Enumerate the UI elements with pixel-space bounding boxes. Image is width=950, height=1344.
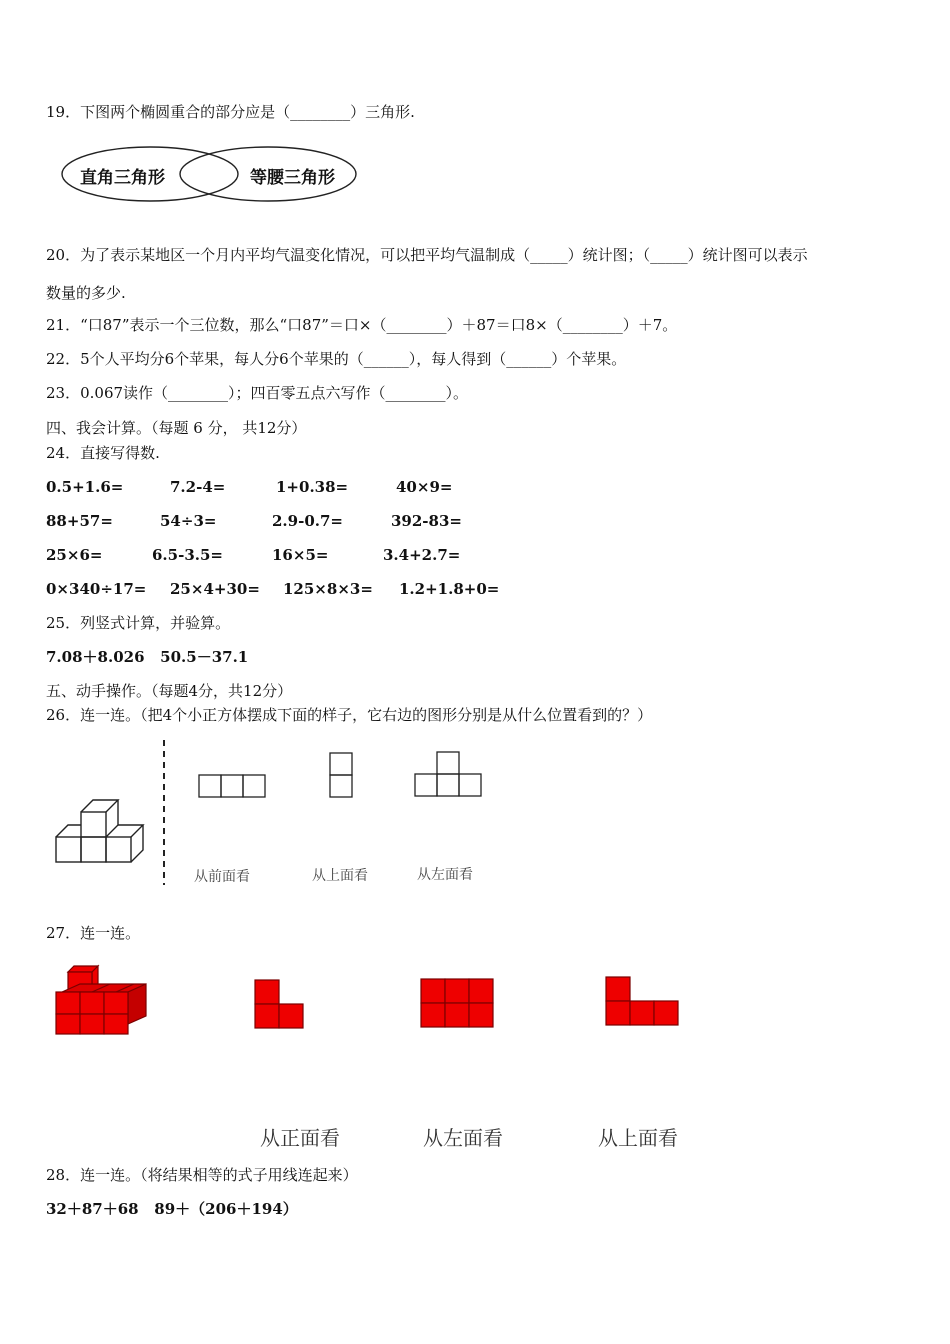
question-20-line2: 数量的多少. xyxy=(46,284,126,302)
calc-item: 0×340÷17= xyxy=(46,580,147,598)
cube-stack-3d-figure xyxy=(52,795,162,875)
calc-item: 25×4+30= xyxy=(170,580,260,598)
calc-item: 2.9-0.7= xyxy=(272,512,343,530)
left-ellipse-label: 直角三角形 xyxy=(80,168,165,188)
calc-item: 6.5-3.5= xyxy=(152,546,223,564)
view-t-shape xyxy=(414,751,484,797)
view-two-stacked xyxy=(329,752,353,798)
calc-item: 40×9= xyxy=(396,478,453,496)
question-27-title: 27．连一连。 xyxy=(46,924,141,942)
red-view-wide-l-shape xyxy=(605,976,681,1028)
calc-item: 7.2-4= xyxy=(170,478,226,496)
question-23: 23．0.067读作（________）；四百零五点六写作（________）。 xyxy=(46,384,469,402)
caption-front-view-27: 从正面看 xyxy=(260,1126,340,1150)
red-view-l-shape xyxy=(254,979,306,1031)
view-three-in-row xyxy=(198,774,268,798)
question-22: 22．5个人平均分6个苹果，每人分6个苹果的（______），每人得到（______）个苹果。 xyxy=(46,350,627,368)
calc-item: 3.4+2.7= xyxy=(383,546,461,564)
caption-top-view-27: 从上面看 xyxy=(598,1126,678,1150)
question-26-title: 26．连一连。（把4个小正方体摆成下面的样子，它右边的图形分别是从什么位置看到的？） xyxy=(46,706,653,724)
caption-left-view-27: 从左面看 xyxy=(423,1126,503,1150)
question-28-title: 28．连一连。（将结果相等的式子用线连起来） xyxy=(46,1166,358,1184)
question-20-line1: 20．为了表示某地区一个月内平均气温变化情况，可以把平均气温制成（_____）统计图；（_____）统计图可以表示 xyxy=(46,246,808,264)
red-view-2x3-grid xyxy=(420,978,494,1030)
section-5-title: 五、动手操作。（每题4分，共12分） xyxy=(46,682,293,700)
dashed-divider xyxy=(162,740,166,885)
caption-front-view: 从前面看 xyxy=(194,869,250,885)
calc-item: 16×5= xyxy=(272,546,329,564)
question-19: 19．下图两个椭圆重合的部分应是（________）三角形. xyxy=(46,103,415,121)
section-4-title: 四、我会计算。（每题 6 分， 共12分） xyxy=(46,419,307,437)
calc-item: 125×8×3= xyxy=(283,580,373,598)
calc-item: 1+0.38= xyxy=(276,478,349,496)
calc-item: 1.2+1.8+0= xyxy=(399,580,500,598)
right-ellipse-label: 等腰三角形 xyxy=(250,168,335,188)
question-24-title: 24．直接写得数. xyxy=(46,444,160,462)
caption-top-view: 从上面看 xyxy=(312,868,368,884)
question-21: 21．“口87”表示一个三位数，那么“口87”＝口×（________）＋87＝口8×（________）＋7。 xyxy=(46,316,678,334)
calc-item: 0.5+1.6= xyxy=(46,478,124,496)
caption-left-view: 从左面看 xyxy=(417,867,473,883)
calc-item: 88+57= xyxy=(46,512,113,530)
calc-item: 54÷3= xyxy=(160,512,217,530)
calc-item: 392-83= xyxy=(391,512,462,530)
question-25-expressions: 7.08＋8.026 50.5－37.1 xyxy=(46,648,249,666)
calc-item: 25×6= xyxy=(46,546,103,564)
question-28-expressions: 32＋87＋68 89＋（206＋194） xyxy=(46,1200,298,1218)
red-cube-3d-figure xyxy=(52,964,152,1039)
question-25-title: 25．列竖式计算，并验算。 xyxy=(46,614,231,632)
